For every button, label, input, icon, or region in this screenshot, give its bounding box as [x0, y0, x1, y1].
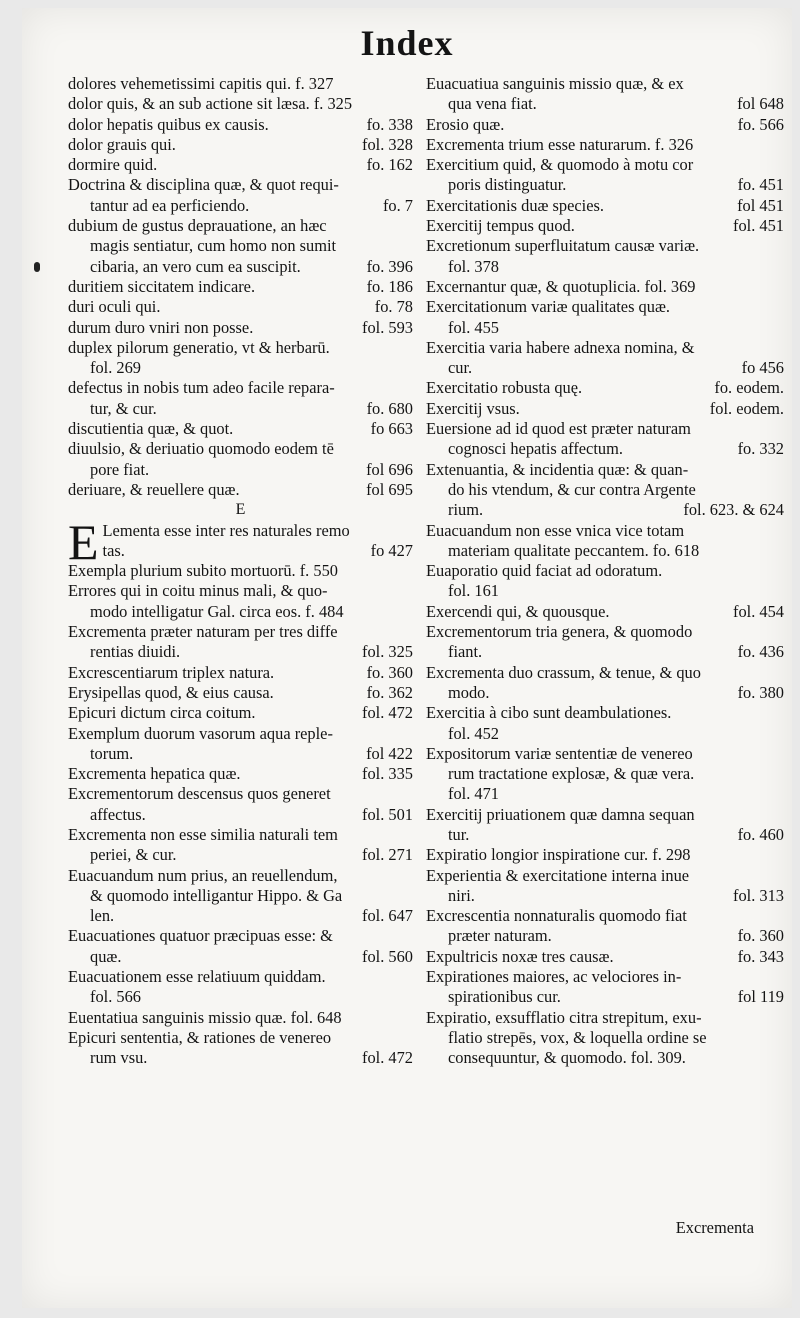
index-entry — [426, 135, 784, 155]
entry-text: Exercitia varia habere adnexa nomina, & — [426, 337, 695, 357]
folio-reference: fo. 343 — [737, 946, 784, 966]
entry-continuation: niri. — [448, 885, 475, 905]
index-entry — [68, 216, 413, 277]
entry-continuation: do his vtendum, & cur contra Argente — [448, 479, 696, 499]
folio-reference: fol. 623. & 624 — [683, 500, 784, 520]
folio-reference: fol. 560 — [362, 946, 413, 966]
entry-text: Euacuandum non esse vnica vice totam — [426, 520, 685, 540]
index-entry — [68, 926, 413, 967]
folio-reference: fo. 436 — [737, 642, 784, 662]
folio-reference: fol. 335 — [362, 764, 413, 784]
entry-text: dubium de gustus deprauatione, an hæc — [68, 216, 327, 236]
index-entry — [426, 236, 784, 277]
folio-reference: fo. 360 — [366, 662, 413, 682]
ink-blot-mark — [34, 262, 40, 272]
entry-text: Euacuationem esse relatiuum quiddam. — [68, 967, 326, 987]
entry-continuation: fol. 161 — [448, 581, 499, 601]
folio-reference: fo. 566 — [737, 114, 784, 134]
entry-continuation: tantur ad ea perficiendo. — [90, 195, 250, 215]
index-entry — [68, 1028, 413, 1069]
left-index-column — [68, 74, 413, 1069]
entry-continuation: fol. 566 — [90, 987, 141, 1007]
entry-continuation: rentias diuidi. — [90, 642, 181, 662]
entry-continuation: consequuntur, & quomodo. fol. 309. — [448, 1048, 686, 1068]
index-entry — [68, 318, 413, 338]
folio-reference: fol. 593 — [362, 317, 413, 337]
entry-continuation: fiant. — [448, 642, 483, 662]
index-entry — [426, 1008, 784, 1069]
entry-text: Experientia & exercitatione interna inue — [426, 865, 690, 885]
entry-text: Euacuationes quatuor præcipuas esse: & — [68, 926, 333, 946]
index-entry — [426, 947, 784, 967]
index-entry — [426, 622, 784, 663]
entry-continuation: quæ. — [90, 946, 122, 966]
folio-reference: fol 451 — [737, 195, 784, 215]
entry-text: Euentatiua sanguinis missio quæ. fol. 648 — [68, 1007, 342, 1027]
entry-text: dolores vehemetissimi capitis qui. f. 327 — [68, 74, 334, 93]
entry-text: Excrementorum tria genera, & quomodo — [426, 622, 693, 642]
entry-text: Exercendi qui, & quousque. — [426, 601, 610, 621]
index-entry — [426, 74, 784, 115]
index-entry — [68, 378, 413, 419]
index-entry — [68, 561, 413, 581]
index-entry — [426, 663, 784, 704]
entry-text: Exempla plurium subito mortuorū. f. 550 — [68, 561, 338, 581]
folio-reference: fo. 362 — [366, 682, 413, 702]
index-entry — [426, 744, 784, 805]
entry-text: duritiem siccitatem indicare. — [68, 276, 256, 296]
entry-text: Extenuantia, & incidentia quæ: & quan- — [426, 459, 689, 479]
entry-continuation: tas. — [102, 540, 125, 560]
index-entry — [426, 561, 784, 602]
entry-text: Excrementa non esse similia naturali tem — [68, 824, 338, 844]
entry-continuation: pore fiat. — [90, 459, 150, 479]
entry-continuation: cibaria, an vero cum ea suscipit. — [90, 256, 301, 276]
folio-reference: fol 695 — [366, 479, 413, 499]
section-letter: E — [235, 501, 246, 519]
folio-reference: fol 422 — [366, 743, 413, 763]
entry-text: Epicuri dictum circa coitum. — [68, 703, 256, 723]
entry-text: duplex pilorum generatio, vt & herbarū. — [68, 337, 330, 357]
index-entry — [426, 805, 784, 846]
right-index-column — [426, 74, 784, 1069]
entry-text: Exercitij priuationem quæ damna sequan — [426, 804, 695, 824]
entry-continuation: præter naturam. — [448, 926, 552, 946]
folio-reference: fo. 360 — [737, 926, 784, 946]
index-entry — [426, 399, 784, 419]
entry-text: Excrementa duo crassum, & tenue, & quo — [426, 662, 701, 682]
folio-reference: fol. 472 — [362, 1048, 413, 1068]
index-entry — [426, 378, 784, 398]
entry-text: dolor grauis qui. — [68, 134, 176, 154]
entry-text: dolor quis, & an sub actione sit læsa. f. 325 — [68, 94, 353, 114]
index-entry — [68, 825, 413, 866]
entry-text: diuulsio, & deriuatio quomodo eodem tē — [68, 439, 334, 459]
entry-continuation: spirationibus cur. — [448, 987, 561, 1007]
index-entry — [426, 521, 784, 562]
entry-text: Expirationes maiores, ac velociores in- — [426, 967, 682, 987]
index-entry — [426, 845, 784, 865]
entry-continuation: periei, & cur. — [90, 845, 177, 865]
index-entry — [68, 622, 413, 663]
folio-reference: fol. eodem. — [709, 398, 784, 418]
folio-reference: fo. 186 — [366, 276, 413, 296]
index-entry — [68, 967, 413, 1008]
entry-continuation: fol. 269 — [90, 358, 141, 378]
entry-text: Expiratio, exsufflatio citra strepitum, exu- — [426, 1007, 702, 1027]
index-entry — [68, 155, 413, 175]
entry-text: Exercitationum variæ qualitates quæ. — [426, 297, 670, 317]
entry-text: Expositorum variæ sententiæ de venereo — [426, 743, 693, 763]
folio-reference: fol. 328 — [362, 134, 413, 154]
index-entry — [68, 175, 413, 216]
entry-continuation: magis sentiatur, cum homo non sumit — [90, 236, 337, 256]
entry-continuation: modo intelligatur Gal. circa eos. f. 484 — [90, 601, 344, 621]
page-title: Index — [360, 23, 454, 63]
folio-reference: fol. 313 — [733, 885, 784, 905]
entry-continuation: fol. 455 — [448, 317, 499, 337]
folio-reference: fol. 271 — [362, 845, 413, 865]
entry-text: dolor hepatis quibus ex causis. — [68, 114, 269, 134]
catchword: Excrementa — [675, 1218, 754, 1237]
entry-continuation: rum vsu. — [90, 1048, 148, 1068]
entry-text: Exercitationis duæ species. — [426, 195, 604, 215]
index-entry — [68, 1008, 413, 1028]
drop-capital: E — [68, 513, 99, 570]
folio-reference: fo. 7 — [382, 195, 413, 215]
index-entry — [426, 703, 784, 744]
entry-text: Exercitia à cibo sunt deambulationes. — [426, 703, 672, 723]
entry-continuation: len. — [90, 906, 115, 926]
folio-reference: fo 663 — [370, 419, 413, 439]
entry-text: discutientia quæ, & quot. — [68, 419, 234, 439]
entry-continuation: cognosci hepatis affectum. — [448, 439, 623, 459]
index-entry — [68, 277, 413, 297]
entry-continuation: cur. — [448, 358, 473, 378]
index-entry — [426, 460, 784, 521]
entry-text: durum duro vniri non posse. — [68, 317, 254, 337]
entry-text: Excrementa præter naturam per tres diffe — [68, 622, 338, 642]
entry-continuation: poris distinguatur. — [448, 175, 567, 195]
entry-text: Exercitatio robusta quę. — [426, 378, 583, 398]
entry-continuation: fol. 471 — [448, 784, 499, 804]
index-entry — [426, 297, 784, 338]
index-entry — [68, 297, 413, 317]
folio-reference: fol. 647 — [362, 906, 413, 926]
index-entry — [68, 724, 413, 765]
entry-continuation: affectus. — [90, 804, 146, 824]
index-entry — [68, 135, 413, 155]
folio-reference: fo 456 — [741, 358, 784, 378]
folio-reference: fo. 332 — [737, 439, 784, 459]
entry-text: Exercitium quid, & quomodo à motu cor — [426, 155, 694, 175]
folio-reference: fo. 680 — [366, 398, 413, 418]
entry-text: Expiratio longior inspiratione cur. f. 298 — [426, 845, 691, 865]
folio-reference: fol. 501 — [362, 804, 413, 824]
entry-text: deriuare, & reuellere quæ. — [68, 479, 240, 499]
folio-reference: fol 119 — [737, 987, 784, 1007]
index-entry — [426, 338, 784, 379]
index-entry — [426, 906, 784, 947]
entry-continuation: fol. 378 — [448, 256, 499, 276]
index-entry — [68, 115, 413, 135]
index-entry — [68, 663, 413, 683]
folio-reference: fol. 472 — [362, 703, 413, 723]
entry-text: Euacuatiua sanguinis missio quæ, & ex — [426, 74, 684, 93]
entry-text: Excrementorum descensus quos generet — [68, 784, 331, 804]
entry-text: Exercitij vsus. — [426, 398, 520, 418]
index-entry — [68, 74, 413, 94]
index-entry — [426, 196, 784, 216]
entry-text: Epicuri sententia, & rationes de venereo — [68, 1027, 332, 1047]
index-entry — [426, 115, 784, 135]
folio-reference: fo 427 — [370, 540, 413, 560]
entry-text: defectus in nobis tum adeo facile repara- — [68, 378, 335, 398]
entry-continuation: rum tractatione explosæ, & quæ vera. — [448, 764, 695, 784]
entry-text: Lementa esse inter res naturales remo — [102, 520, 350, 540]
folio-reference: fo. 162 — [366, 155, 413, 175]
entry-continuation: modo. — [448, 682, 490, 702]
index-entry — [68, 480, 413, 500]
entry-text: Excrementa hepatica quæ. — [68, 764, 241, 784]
entry-text: Euaporatio quid faciat ad odoratum. — [426, 561, 663, 581]
entry-text: Euersione ad id quod est præter naturam — [426, 419, 691, 439]
entry-text: Excrementa trium esse naturarum. f. 326 — [426, 134, 694, 154]
entry-text: Exercitij tempus quod. — [426, 216, 575, 236]
entry-continuation: rium. — [448, 500, 484, 520]
folio-reference: fo. 460 — [737, 824, 784, 844]
folio-reference: fo. 380 — [737, 682, 784, 702]
entry-continuation: tur, & cur. — [90, 398, 157, 418]
index-entry — [68, 764, 413, 784]
index-entry — [68, 581, 413, 622]
entry-text: Doctrina & disciplina quæ, & quot requi- — [68, 175, 339, 195]
folio-reference: fo. 338 — [366, 114, 413, 134]
index-entry — [68, 338, 413, 379]
entry-continuation: qua vena fiat. — [448, 94, 537, 114]
index-page — [22, 8, 792, 1308]
entry-continuation: flatio strepēs, vox, & loquella ordine se — [448, 1027, 707, 1047]
folio-reference: fo. 451 — [737, 175, 784, 195]
entry-text: dormire quid. — [68, 155, 158, 175]
index-entry — [426, 967, 784, 1008]
index-entry — [68, 94, 413, 114]
entry-text: Errores qui in coitu minus mali, & quo- — [68, 581, 328, 601]
entry-text: Erysipellas quod, & eius causa. — [68, 682, 274, 702]
folio-reference: fol. 325 — [362, 642, 413, 662]
entry-continuation: tur. — [448, 824, 470, 844]
index-entry — [68, 513, 413, 570]
index-entry — [68, 866, 413, 927]
index-entry — [68, 439, 413, 480]
entry-continuation: torum. — [90, 743, 134, 763]
entry-text: Erosio quæ. — [426, 114, 505, 134]
entry-continuation: fol. 452 — [448, 723, 499, 743]
index-entry — [68, 703, 413, 723]
entry-continuation: materiam qualitate peccantem. fo. 618 — [448, 540, 700, 560]
entry-text: Exemplum duorum vasorum aqua reple- — [68, 723, 333, 743]
entry-text: duri oculi qui. — [68, 297, 161, 317]
folio-reference: fol. 451 — [733, 216, 784, 236]
index-entry — [426, 866, 784, 907]
entry-text: Excretionum superfluitatum causæ variæ. — [426, 236, 700, 256]
index-entry — [68, 784, 413, 825]
index-entry — [68, 419, 413, 439]
index-entry — [426, 602, 784, 622]
folio-reference: fol 696 — [366, 459, 413, 479]
index-entry — [68, 683, 413, 703]
index-entry — [426, 216, 784, 236]
folio-reference: fo. eodem. — [714, 378, 784, 398]
index-entry — [426, 419, 784, 460]
entry-continuation: & quomodo intelligantur Hippo. & Ga — [90, 885, 343, 905]
index-entry — [426, 155, 784, 196]
folio-reference: fol 648 — [737, 94, 784, 114]
entry-text: Expultricis noxæ tres causæ. — [426, 946, 614, 966]
entry-text: Excernantur quæ, & quotuplicia. fol. 369 — [426, 276, 696, 296]
entry-text: Excrescentiarum triplex natura. — [68, 662, 275, 682]
entry-text: Excrescentia nonnaturalis quomodo fiat — [426, 906, 687, 926]
folio-reference: fol. 454 — [733, 601, 784, 621]
folio-reference: fo. 78 — [374, 297, 413, 317]
folio-reference: fo. 396 — [366, 256, 413, 276]
entry-text: Euacuandum num prius, an reuellendum, — [68, 865, 338, 885]
index-entry — [426, 277, 784, 297]
